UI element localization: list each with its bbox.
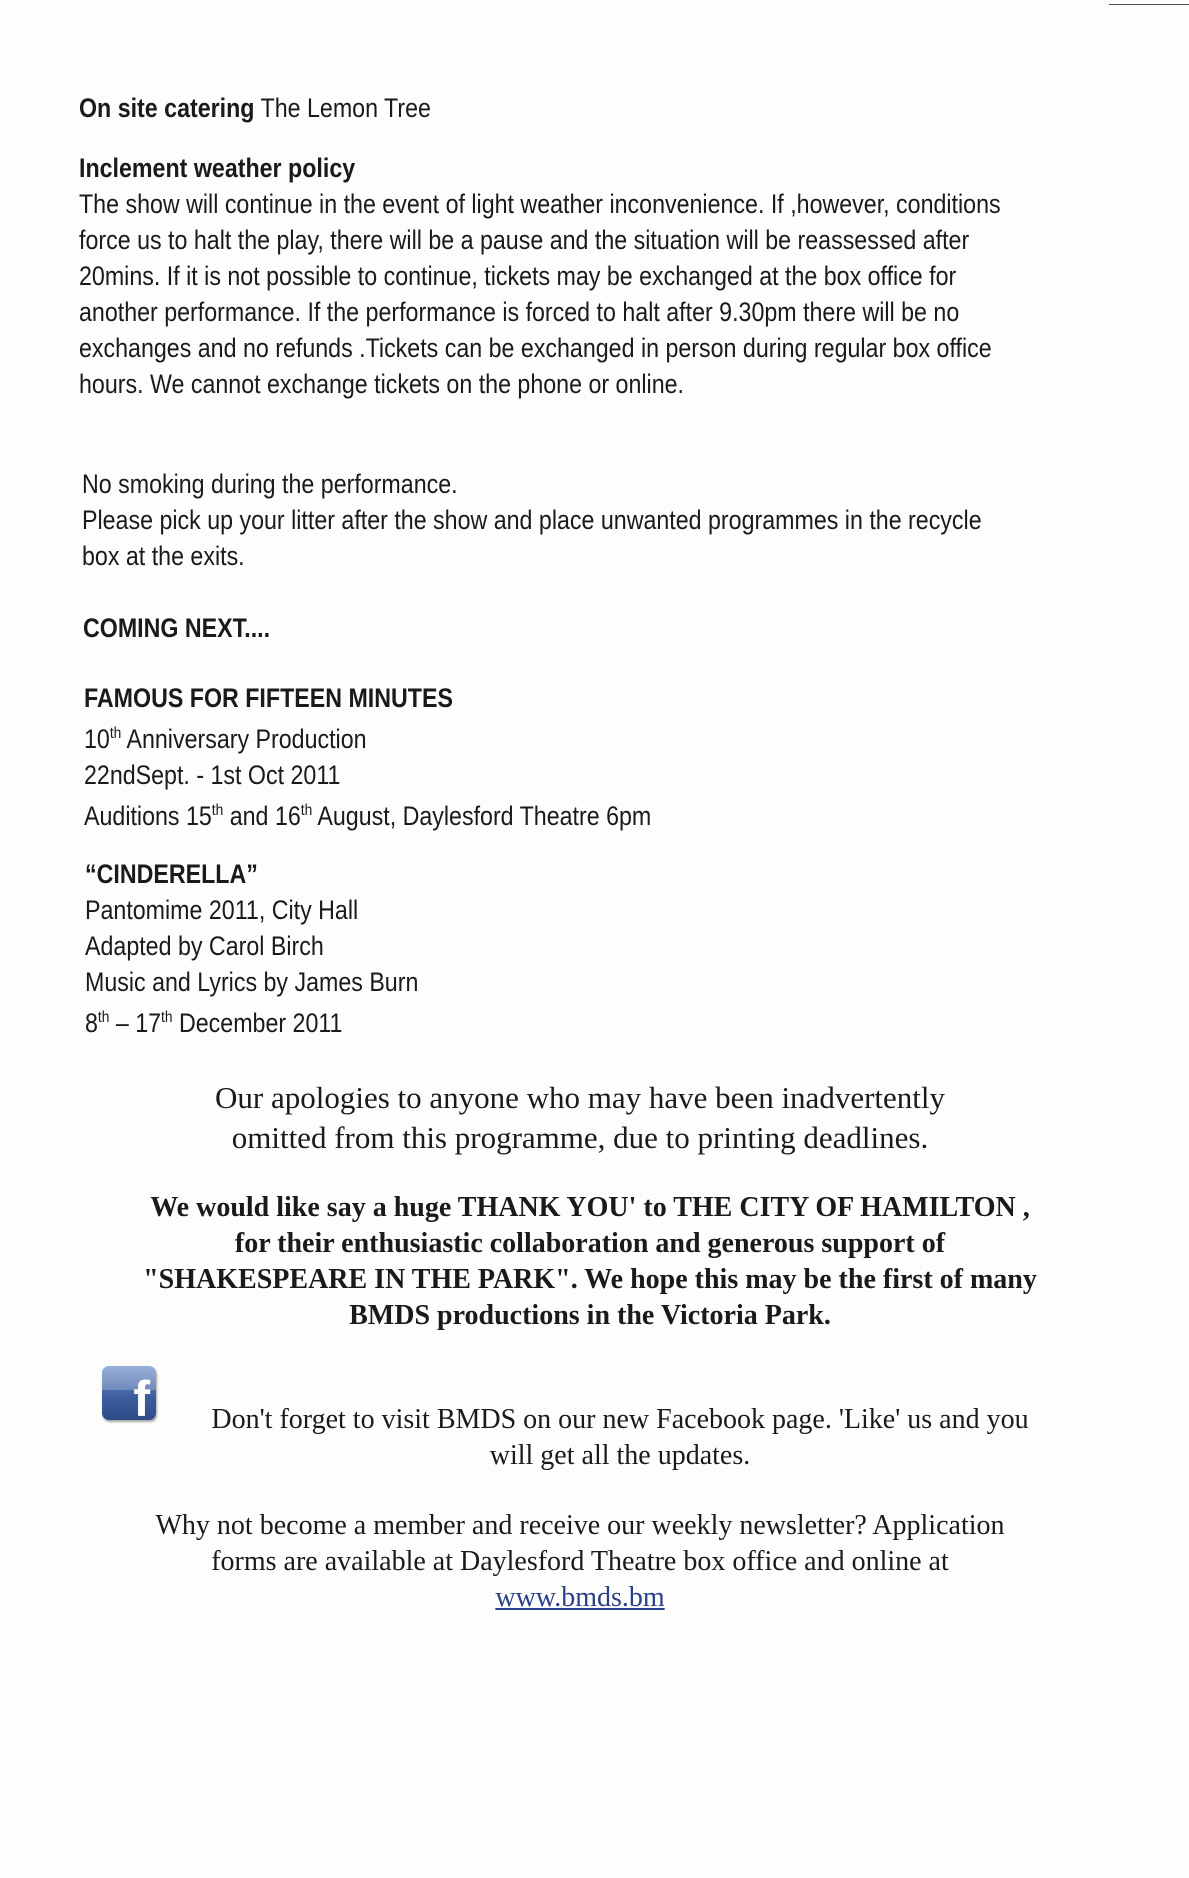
thanks-line: We would like say a huge THANK YOU' to THE CITY OF HAMILTON , (150, 1192, 1030, 1223)
show2-dates (85, 1000, 418, 1041)
show1-aud-sup1: th (211, 802, 224, 819)
facebook-note (160, 1402, 1080, 1474)
show-famous-for-fifteen-minutes (84, 680, 651, 834)
notices (82, 466, 982, 574)
membership-link-row (80, 1580, 1080, 1616)
weather-line: The show will continue in the event of light weather inconvenience. If ,however, conditions (79, 189, 1001, 219)
show2-line: Pantomime 2011, City Hall (85, 895, 359, 925)
weather-line: 20mins. If it is not possible to continue, tickets may be exchanged at the box office for (79, 261, 957, 291)
show2-date-sup2: th (161, 1009, 173, 1026)
show-cinderella (85, 856, 418, 1041)
weather-line: force us to halt the play, there will be a pause and the situation will be reassessed after (79, 225, 970, 255)
membership-line: forms are available at Daylesford Theatre box office and online at (211, 1546, 949, 1577)
thanks-line: for their enthusiastic collaboration and generous support of (234, 1228, 946, 1259)
notice-line: box at the exits. (82, 541, 245, 571)
thank-you-note (60, 1190, 1120, 1334)
show2-date-b: – 17 (109, 1008, 162, 1038)
show2-line: Adapted by Carol Birch (85, 931, 324, 961)
show1-auditions (84, 793, 651, 834)
top-edge-rule (1109, 4, 1189, 5)
show2-date-a: 8 (85, 1008, 98, 1038)
facebook-line: will get all the updates. (489, 1440, 751, 1471)
show1-anniversary (84, 716, 651, 757)
notice-line: Please pick up your litter after the show and place unwanted programmes in the recycle (82, 505, 982, 535)
show2-title: “CINDERELLA” (85, 859, 258, 889)
thanks-line: BMDS productions in the Victoria Park. (349, 1300, 831, 1331)
show1-aud-b: and 16 (223, 801, 301, 831)
apologies-line: Our apologies to anyone who may have been inadvertently (215, 1080, 945, 1115)
thanks-line: "SHAKESPEARE IN THE PARK". We hope this may be the first of many (143, 1264, 1037, 1295)
show2-date-c: December 2011 (172, 1008, 343, 1038)
membership-line: Why not become a member and receive our weekly newsletter? Application (155, 1510, 1005, 1541)
show1-anniv-number: 10 (84, 724, 110, 754)
facebook-line: Don't forget to visit BMDS on our new Facebook page. 'Like' us and you (211, 1404, 1029, 1435)
website-link[interactable]: www.bmds.bm (495, 1582, 665, 1613)
catering-line (79, 90, 431, 126)
coming-next-heading: COMING NEXT.... (83, 613, 271, 643)
catering-value: The Lemon Tree (254, 93, 431, 123)
facebook-icon (102, 1366, 156, 1420)
weather-policy (79, 150, 1001, 402)
show1-dates: 22ndSept. - 1st Oct 2011 (84, 760, 341, 790)
notice-line: No smoking during the performance. (82, 469, 458, 499)
apologies-note (80, 1078, 1080, 1158)
apologies-line: omitted from this programme, due to printing deadlines. (231, 1120, 929, 1155)
show2-date-sup1: th (97, 1009, 110, 1026)
show1-anniv-sup: th (109, 725, 122, 742)
catering-label: On site catering (79, 93, 255, 123)
facebook-icon-letter: f (133, 1371, 150, 1420)
show1-anniv-rest: Anniversary Production (121, 724, 367, 754)
weather-line: another performance. If the performance is forced to halt after 9.30pm there will be no (79, 297, 960, 327)
membership-note (80, 1508, 1080, 1616)
show2-line: Music and Lyrics by James Burn (85, 967, 419, 997)
show1-title: FAMOUS FOR FIFTEEN MINUTES (84, 683, 453, 713)
weather-line: hours. We cannot exchange tickets on the phone or online. (79, 369, 684, 399)
show1-aud-a: Auditions 15 (84, 801, 212, 831)
show1-aud-c: August, Daylesford Theatre 6pm (312, 801, 652, 831)
show1-aud-sup2: th (300, 802, 313, 819)
weather-line: exchanges and no refunds .Tickets can be exchanged in person during regular box office (79, 333, 992, 363)
weather-heading: Inclement weather policy (79, 153, 356, 183)
